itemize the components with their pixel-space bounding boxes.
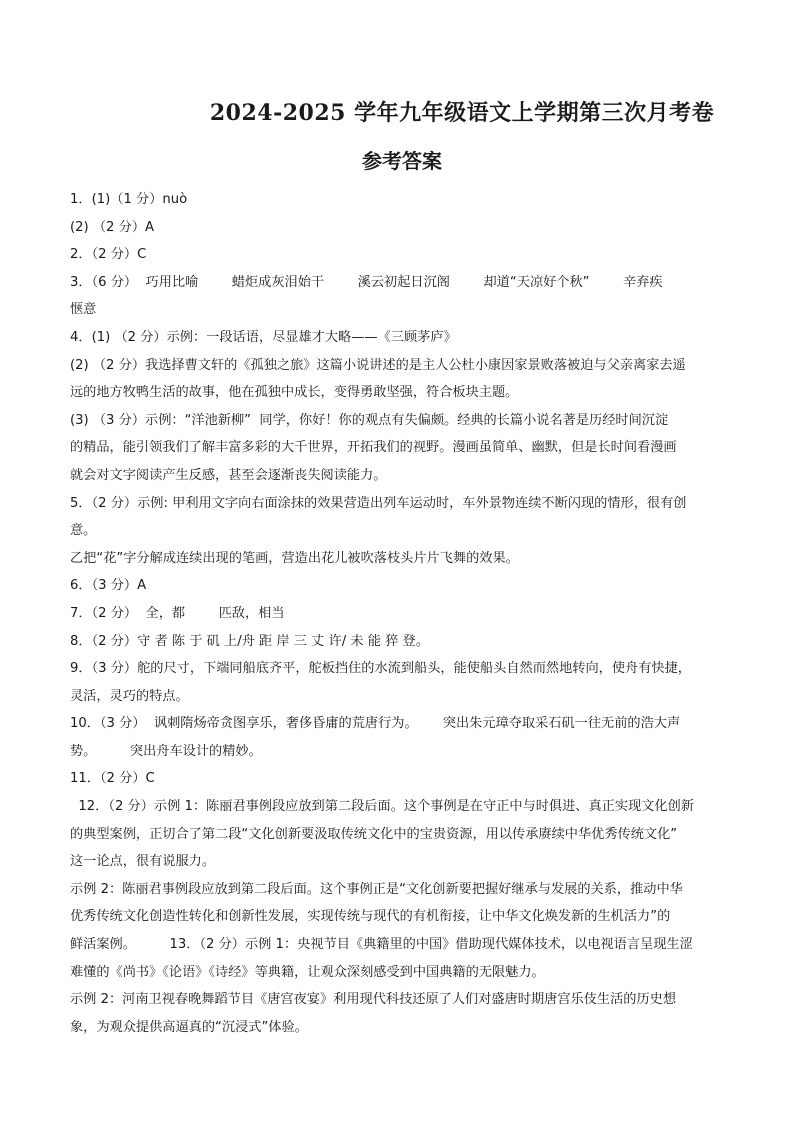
- answer-line: 难懂的《尚书》《论语》《诗经》等典籍，让观众深刻感受到中国典籍的无限魅力。: [70, 964, 545, 980]
- answer-line: 意。: [70, 523, 97, 539]
- answer-line: 远的地方牧鸭生活的故事，他在孤独中成长，变得勇敢坚强，符合板块主题。: [70, 385, 519, 401]
- answer-line: 的典型案例，正切合了第二段“文化创新要汲取传统文化中的宝贵资源，用以传承赓续中华优秀传统文化”: [70, 826, 678, 842]
- answer-line: 4．(1) （2 分）示例：一段话语，尽显雄才大略——《三顾茅庐》: [70, 329, 457, 345]
- answer-line: 势。 突出舟车设计的精妙。: [70, 743, 262, 759]
- answer-line: 9．（3 分）舵的尺寸，下端同船底齐平，舵板挡住的水流到船头，能使船头自然而然地转向，使舟有快捷，: [70, 661, 691, 677]
- answer-line: 鲜活案例。 13．（2 分）示例 1：央视节目《典籍里的中国》借助现代媒体技术，以电视语言呈现生涩: [70, 937, 693, 953]
- answer-line: 5．（2 分）示例: 甲利用文字向右面涂抹的效果营造出列车运动时，车外景物连续不断闪现的情形，很有创: [70, 495, 687, 511]
- answer-line: 优秀传统文化创造性转化和创新性发展，实现传统与现代的有机衔接，让中华文化焕发新的生机活力”的: [70, 909, 671, 925]
- answer-line: 8．（2 分）守 者 陈 于 矶 上/舟 距 岸 三 丈 许/ 未 能 猝 登。: [70, 633, 429, 649]
- answer-line: 10．（3 分） 讽刺隋炀帝贪图享乐，奢侈昏庸的荒唐行为。 突出朱元璋夺取采石矶一往无前的浩大声: [70, 716, 681, 732]
- answer-line: 象，为观众提供高逼真的“沉浸式”体验。: [70, 1019, 308, 1035]
- answer-line: 12．（2 分）示例 1：陈丽君事例段应放到第二段后面。这个事例是在守正中与时俱进、真正实现文化创新: [70, 799, 694, 815]
- answer-line: 1．(1)（1 分）nuò: [70, 192, 188, 207]
- answer-line: 这一论点，很有说服力。: [70, 854, 216, 870]
- answer-line: 3．（6 分） 巧用比喻 蜡炬成灰泪始干 溪云初起日沉阁 却道“天凉好个秋” 辛弃疾: [70, 274, 663, 290]
- answer-line: 6．（3 分）A: [70, 578, 147, 594]
- answer-line: 惬意: [70, 302, 97, 318]
- answer-line: 示例 2：河南卫视春晚舞蹈节目《唐宫夜宴》利用现代科技还原了人们对盛唐时期唐宫乐伎生活的历史想: [70, 992, 677, 1008]
- document-title: 2024-2025 学年九年级语文上学期第三次月考卷: [209, 100, 715, 126]
- answer-line: 乙把“花”字分解成连续出现的笔画，营造出花儿被吹落枝头片片飞舞的效果。: [70, 550, 519, 566]
- answer-line: 7．（2 分） 全，都 匹敌，相当: [70, 605, 285, 621]
- answer-line: 11．（2 分）C: [70, 771, 155, 787]
- document-subtitle: 参考答案: [362, 149, 442, 173]
- answer-line: 的精品，能引领我们了解丰富多彩的大千世界，开拓我们的视野。漫画虽简单、幽默，但是长时间看漫画: [70, 440, 677, 456]
- answer-line: 2．（2 分）C: [70, 247, 147, 263]
- answer-line: (3) （3 分）示例：“洋池新柳” 同学，你好！你的观点有失偏颇。经典的长篇小说名著是历经时间沉淀: [70, 412, 669, 428]
- answer-line: 就会对文字阅读产生反感，甚至会逐渐丧失阅读能力。: [70, 467, 387, 483]
- answer-line: (2) （2 分）A: [70, 219, 155, 235]
- answer-line: (2) （2 分）我选择曹文轩的《孤独之旅》这篇小说讲述的是主人公杜小康因家景败落被迫与父亲离家去遥: [70, 357, 686, 373]
- answer-body: [70, 186, 724, 1041]
- answer-line: 示例 2：陈丽君事例段应放到第二段后面。这个事例正是“文化创新要把握好继承与发展的关系，推动中华: [70, 881, 683, 897]
- answer-line: 灵活，灵巧的特点。: [70, 688, 189, 704]
